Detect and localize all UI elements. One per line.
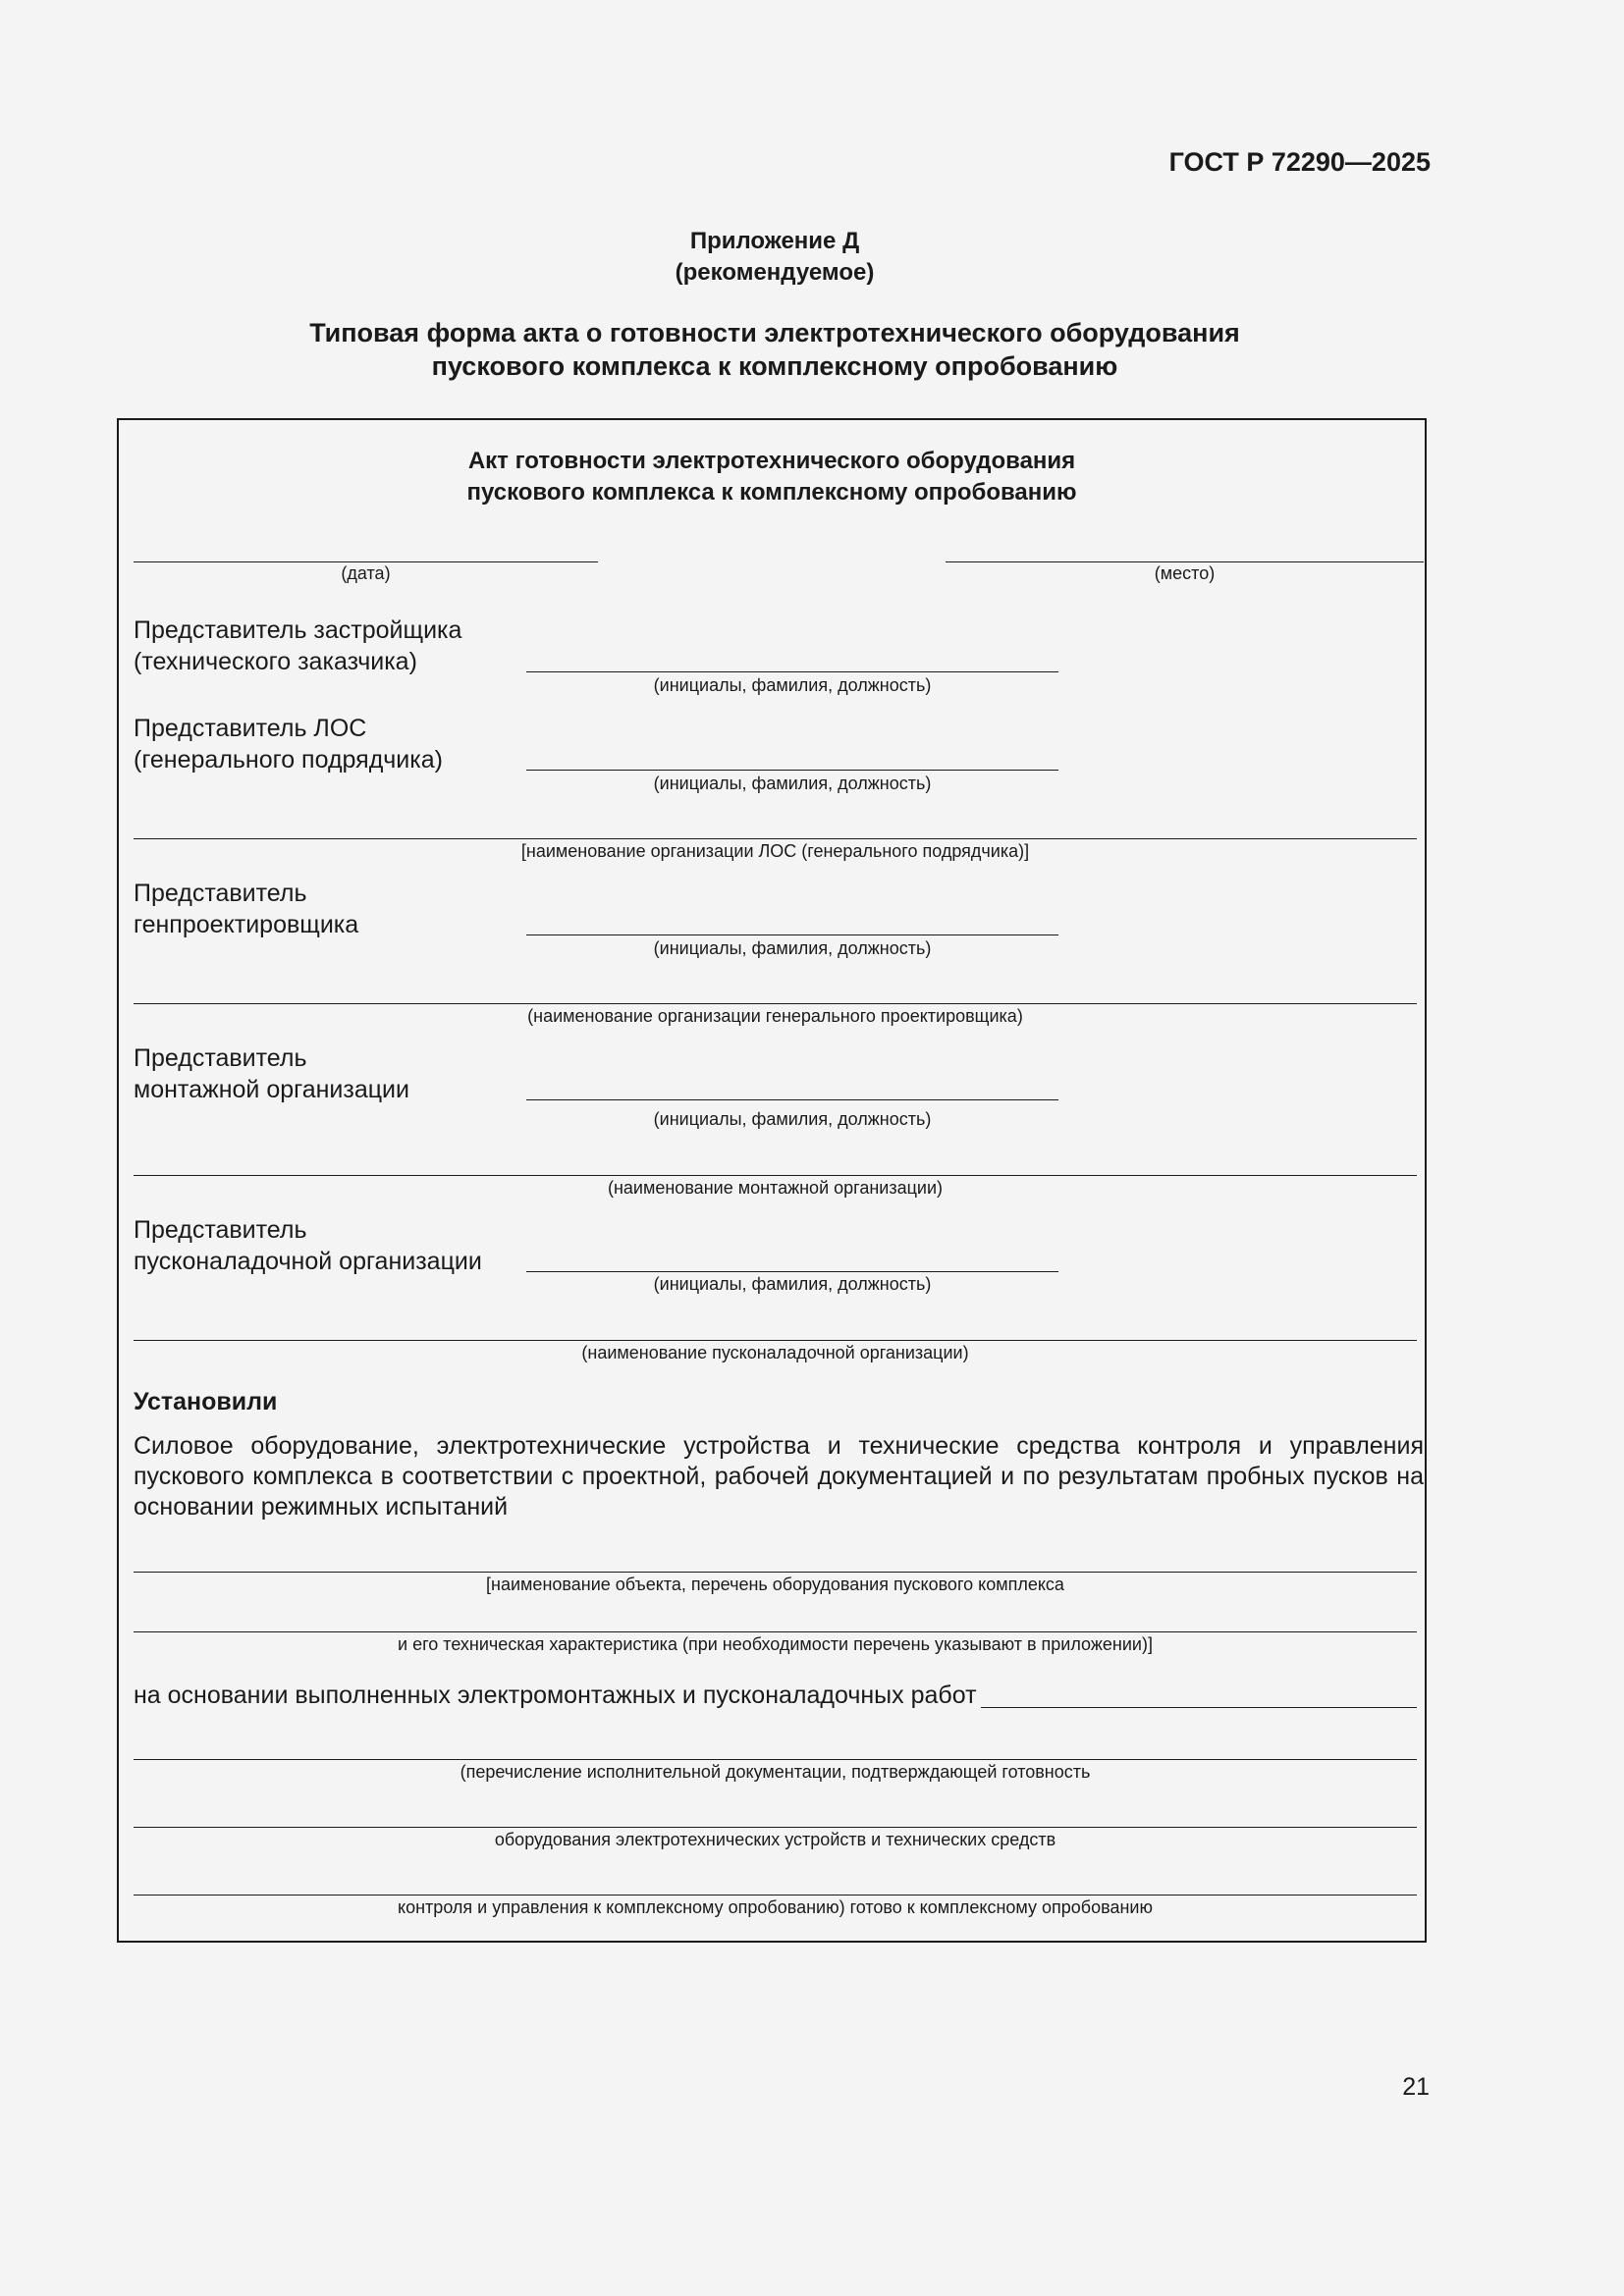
los-rep-label: Представитель ЛОС (генерального подрядчика) <box>134 715 443 774</box>
date-caption: (дата) <box>341 563 391 583</box>
act-title-line2: пускового комплекса к комплексному опробованию <box>466 479 1077 506</box>
los-org-caption: [наименование организации ЛОС (генерального подрядчика)] <box>520 841 1030 861</box>
mount-rep-caption: (инициалы, фамилия, должность) <box>653 1109 932 1129</box>
date-field[interactable] <box>134 561 598 562</box>
place-caption: (место) <box>1154 563 1216 583</box>
object-caption-2: и его техническая характеристика (при необходимости перечень указывают в приложении)] <box>398 1634 1153 1654</box>
object-field-1[interactable] <box>134 1572 1417 1573</box>
act-title <box>119 446 1425 508</box>
docs-field-3[interactable] <box>134 1895 1417 1896</box>
annex-label: Приложение Д <box>689 228 860 254</box>
los-org-field[interactable] <box>134 838 1417 839</box>
annex-status: (рекомендуемое) <box>675 259 875 286</box>
form-title <box>0 316 1549 383</box>
customer-rep-label: Представитель застройщика (технического заказчика) <box>134 616 462 675</box>
form-title-line1: Типовая форма акта о готовности электротехнического оборудования <box>309 318 1240 347</box>
docs-field-2[interactable] <box>134 1827 1417 1828</box>
commission-org-caption: (наименование пусконаладочной организации) <box>581 1343 969 1362</box>
mount-rep-label: Представитель монтажной организации <box>134 1044 409 1103</box>
commission-rep-caption: (инициалы, фамилия, должность) <box>653 1274 932 1294</box>
mount-org-caption: (наименование монтажной организации) <box>607 1178 943 1198</box>
designer-org-caption: (наименование организации генерального проектировщика) <box>527 1006 1023 1026</box>
docs-caption-1: (перечисление исполнительной документации, подтверждающей готовность <box>460 1762 1091 1782</box>
docs-caption-3: контроля и управления к комплексному опробованию) готово к комплексному опробованию <box>398 1897 1153 1917</box>
object-caption-1: [наименование объекта, перечень оборудования пускового комплекса <box>486 1575 1064 1594</box>
object-field-2[interactable] <box>134 1631 1417 1632</box>
act-title-line1: Акт готовности электротехнического оборудования <box>467 448 1076 474</box>
established-heading: Установили <box>134 1388 278 1415</box>
mount-org-field[interactable] <box>134 1175 1417 1176</box>
docs-caption-2: оборудования электротехнических устройств и технических средств <box>494 1830 1056 1849</box>
form-title-line2: пускового комплекса к комплексному опробованию <box>431 351 1118 381</box>
basis-field[interactable] <box>981 1707 1417 1708</box>
commission-rep-label: Представитель пусконаладочной организации <box>134 1216 482 1275</box>
commission-org-field[interactable] <box>134 1340 1417 1341</box>
designer-rep-field[interactable] <box>526 934 1058 935</box>
los-rep-field[interactable] <box>526 770 1058 771</box>
annex-title <box>0 226 1549 289</box>
designer-rep-label: Представитель генпроектировщика <box>134 880 359 938</box>
mount-rep-field[interactable] <box>526 1099 1058 1100</box>
act-form <box>117 418 1427 1943</box>
commission-rep-field[interactable] <box>526 1271 1058 1272</box>
page-number: 21 <box>1402 2073 1430 2101</box>
designer-org-field[interactable] <box>134 1003 1417 1004</box>
document-code: ГОСТ Р 72290—2025 <box>1168 147 1431 177</box>
docs-field-1[interactable] <box>134 1759 1417 1760</box>
designer-rep-caption: (инициалы, фамилия, должность) <box>653 938 932 958</box>
customer-rep-caption: (инициалы, фамилия, должность) <box>653 675 932 695</box>
place-field[interactable] <box>946 561 1424 562</box>
basis-label: на основании выполненных электромонтажных и пусконаладочных работ <box>134 1682 977 1709</box>
established-text: Силовое оборудование, электротехнические устройства и технические средства контроля и управления пускового комплекса в соответствии с проектной, рабочей документацией и по результатам пробных пусков на основании режимных испытаний <box>134 1432 1424 1521</box>
los-rep-caption: (инициалы, фамилия, должность) <box>653 774 932 793</box>
customer-rep-field[interactable] <box>526 671 1058 672</box>
